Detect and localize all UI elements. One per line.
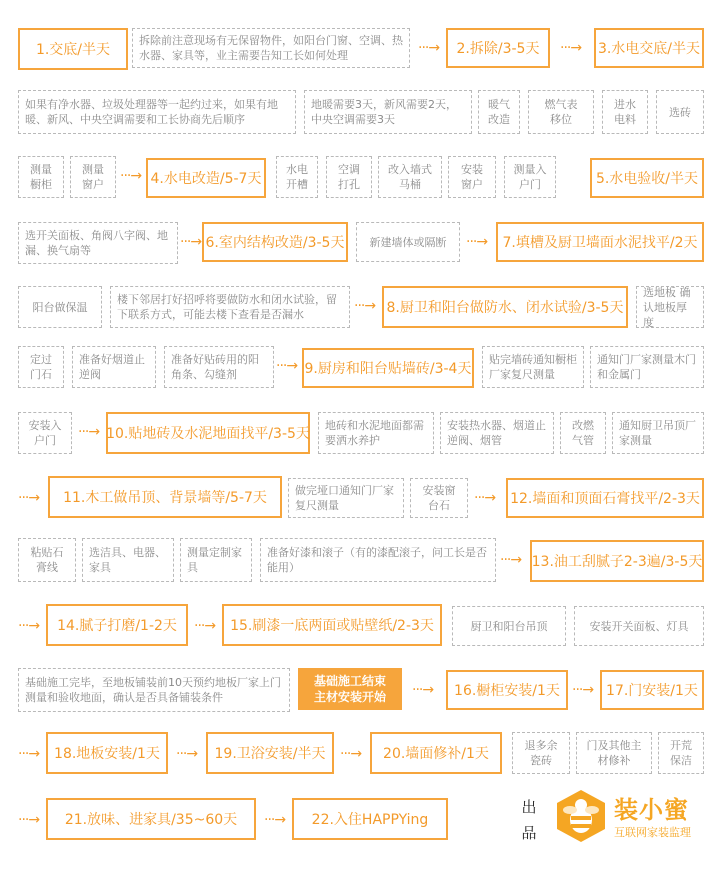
note-doorway-remeasure bbox=[288, 478, 404, 518]
produced-by-label: 出品 bbox=[521, 798, 537, 842]
note-new-walls bbox=[356, 222, 460, 262]
note-text: 通知厨卫吊顶厂家测量 bbox=[619, 419, 696, 447]
flow-arrow: ···→ bbox=[194, 618, 216, 634]
note-select-fixtures bbox=[18, 222, 178, 264]
flow-arrow: ···→ bbox=[466, 234, 488, 250]
note-durations bbox=[304, 90, 472, 134]
note-text: 暖气改造 bbox=[488, 98, 510, 126]
note-text: 如果有净水器、垃圾处理器等一起约过来，如果有地暖、新风、中央空调需要和工长协商先后顺序 bbox=[25, 98, 278, 126]
bee-logo-icon bbox=[554, 788, 608, 844]
note-text: 水电开槽 bbox=[286, 163, 308, 191]
note-balcony-insulation bbox=[18, 286, 102, 328]
note-text: 安装入户门 bbox=[28, 419, 62, 447]
note-text: 准备好烟道止逆阀 bbox=[79, 353, 145, 381]
flow-arrow: ···→ bbox=[78, 424, 100, 440]
step-15 bbox=[222, 604, 442, 646]
step-2-label: 2.拆除/3-5天 bbox=[456, 41, 540, 57]
step-5-label: 5.水电验收/半天 bbox=[595, 171, 699, 187]
step-11 bbox=[48, 476, 282, 518]
step-7 bbox=[496, 222, 704, 262]
note-text: 厨卫和阳台吊顶 bbox=[470, 619, 548, 633]
note-text: 开荒保洁 bbox=[670, 739, 692, 767]
note-slotting bbox=[276, 156, 318, 198]
note-kitchen-ceiling bbox=[452, 606, 566, 646]
brand-tagline: 互联网家装监理 bbox=[614, 826, 691, 839]
note-text: 空调打孔 bbox=[338, 163, 360, 191]
note-gas-meter bbox=[528, 90, 594, 134]
note-gypsum-line bbox=[18, 538, 76, 582]
note-text: 测量橱柜 bbox=[30, 163, 52, 191]
step-22 bbox=[292, 798, 448, 840]
step-10-label: 10.贴地砖及水泥地面找平/3-5天 bbox=[106, 426, 310, 442]
step-4 bbox=[146, 158, 266, 198]
step-14-label: 14.腻子打磨/1-2天 bbox=[57, 618, 177, 634]
step-19-label: 19.卫浴安装/半天 bbox=[214, 746, 326, 762]
flow-arrow: ···→ bbox=[412, 682, 434, 698]
note-text: 安装窗户 bbox=[461, 163, 483, 191]
note-text: 选洁具、电器、家具 bbox=[89, 546, 166, 574]
step-14 bbox=[46, 604, 188, 646]
flow-arrow: ···→ bbox=[120, 168, 142, 184]
flow-arrow: ···→ bbox=[418, 40, 440, 56]
note-wall-toilet bbox=[378, 156, 442, 198]
note-measure-door bbox=[504, 156, 556, 198]
step-18-label: 18.地板安装/1天 bbox=[54, 746, 160, 762]
step-9 bbox=[302, 348, 474, 388]
step-21 bbox=[46, 798, 256, 840]
note-text: 拆除前注意现场有无保留物件，如阳台门窗、空调、热水器、家具等，业主需要告知工长如何处理 bbox=[139, 34, 403, 62]
step-19 bbox=[206, 732, 334, 774]
note-text: 改入墙式马桶 bbox=[388, 163, 432, 191]
note-text: 楼下邻居打好招呼将要做防水和闭水试验，留下联系方式，可能去楼下查看是否漏水 bbox=[117, 293, 337, 321]
milestone-text: 基础施工结束主材安装开始 bbox=[313, 674, 386, 704]
step-9-label: 9.厨房和阳台贴墙砖/3-4天 bbox=[304, 361, 472, 377]
step-2 bbox=[446, 28, 550, 68]
note-paint-rollers bbox=[260, 538, 496, 582]
step-16 bbox=[446, 670, 568, 710]
note-floor-inspection bbox=[18, 668, 290, 712]
note-text: 选地板 确认地板厚度 bbox=[643, 285, 691, 329]
note-text: 燃气表移位 bbox=[544, 98, 578, 126]
note-demolition-items bbox=[132, 28, 410, 68]
note-select-sanitary bbox=[82, 538, 174, 582]
note-cabinet-remeasure bbox=[482, 346, 584, 388]
note-text: 贴完墙砖通知橱柜厂家复尺测量 bbox=[489, 353, 577, 381]
step-15-label: 15.刷漆一底两面或贴壁纸/2-3天 bbox=[230, 618, 434, 634]
step-1 bbox=[18, 28, 128, 70]
note-text: 测量定制家具 bbox=[187, 546, 242, 574]
flow-arrow: ···→ bbox=[474, 490, 496, 506]
step-5 bbox=[590, 158, 704, 198]
note-text: 做完垭口通知门厂家复尺测量 bbox=[295, 484, 394, 512]
note-tile-accessories bbox=[164, 346, 274, 388]
step-11-label: 11.木工做吊顶、背景墙等/5-7天 bbox=[63, 490, 267, 506]
flow-arrow: ···→ bbox=[276, 358, 298, 374]
flow-arrow: ···→ bbox=[500, 552, 522, 568]
note-curing bbox=[318, 412, 434, 454]
flow-arrow: ···→ bbox=[354, 298, 376, 314]
note-coordination bbox=[18, 90, 296, 134]
note-ceiling-vendor bbox=[612, 412, 704, 454]
step-20-label: 20.墙面修补/1天 bbox=[383, 746, 489, 762]
step-17 bbox=[600, 670, 704, 710]
step-1-label: 1.交底/半天 bbox=[35, 42, 111, 58]
note-ac-holes bbox=[326, 156, 372, 198]
note-text: 地暖需要3天，新风需要2天，中央空调需要3天 bbox=[311, 98, 457, 126]
note-window-sill bbox=[410, 478, 468, 518]
flow-arrow: ···→ bbox=[18, 618, 40, 634]
note-text: 退多余瓷砖 bbox=[524, 739, 558, 767]
step-16-label: 16.橱柜安装/1天 bbox=[454, 683, 560, 699]
flow-arrow: ···→ bbox=[340, 746, 362, 762]
note-text: 准备好贴砖用的阳角条、勾缝剂 bbox=[171, 353, 259, 381]
note-text: 选砖 bbox=[669, 105, 691, 119]
step-6-label: 6.室内结构改造/3-5天 bbox=[205, 235, 345, 251]
flow-arrow: ···→ bbox=[18, 746, 40, 762]
note-install-windows bbox=[448, 156, 496, 198]
step-20 bbox=[370, 732, 502, 774]
note-text: 基础施工完毕，至地板铺装前10天预约地板厂家上门测量和验收地面，确认是否具备铺装条件 bbox=[25, 676, 281, 704]
step-10 bbox=[106, 412, 310, 454]
note-cleaning bbox=[658, 732, 704, 774]
note-measure-windows bbox=[70, 156, 116, 198]
step-17-label: 17.门安装/1天 bbox=[606, 683, 698, 699]
note-flue-valve bbox=[72, 346, 156, 388]
step-18 bbox=[46, 732, 168, 774]
note-return-tiles bbox=[512, 732, 570, 774]
note-install-entry-door bbox=[18, 412, 72, 454]
note-text: 粘贴石膏线 bbox=[30, 546, 64, 574]
step-7-label: 7.填槽及厨卫墙面水泥找平/2天 bbox=[502, 235, 698, 251]
note-select-flooring bbox=[636, 286, 704, 328]
note-text: 测量窗户 bbox=[82, 163, 104, 191]
note-text: 选开关面板、角阀八字阀、地漏、换气扇等 bbox=[25, 229, 168, 257]
note-install-switches bbox=[574, 606, 704, 646]
note-gas-pipe bbox=[560, 412, 606, 454]
note-neighbors bbox=[110, 286, 350, 328]
flow-arrow: ···→ bbox=[18, 490, 40, 506]
note-text: 通知门厂家测量木门和金属门 bbox=[597, 353, 696, 381]
note-text: 门及其他主材修补 bbox=[586, 739, 642, 767]
flow-arrow: ···→ bbox=[18, 812, 40, 828]
note-text: 地砖和水泥地面都需要洒水养护 bbox=[325, 419, 424, 447]
note-text: 阳台做保温 bbox=[32, 300, 88, 314]
note-text: 新建墙体或隔断 bbox=[369, 235, 447, 249]
note-text: 安装开关面板、灯具 bbox=[589, 619, 689, 633]
step-22-label: 22.入住HAPPYing bbox=[311, 812, 429, 828]
step-8 bbox=[382, 286, 628, 328]
note-text: 安装热水器、烟道止逆阀、烟管 bbox=[447, 419, 546, 447]
brand-name: 装小蜜 bbox=[614, 796, 689, 824]
note-material-repair bbox=[576, 732, 652, 774]
note-text: 安装窗台石 bbox=[422, 484, 456, 512]
note-custom-furniture bbox=[180, 538, 252, 582]
step-3 bbox=[594, 28, 704, 68]
note-text: 测量入户门 bbox=[513, 163, 547, 191]
step-21-label: 21.放味、进家具/35~60天 bbox=[64, 812, 238, 828]
flow-arrow: ···→ bbox=[572, 682, 594, 698]
note-water-heater bbox=[440, 412, 554, 454]
step-8-label: 8.厨卫和阳台做防水、闭水试验/3-5天 bbox=[386, 300, 624, 316]
note-text: 进水电料 bbox=[614, 98, 636, 126]
step-12 bbox=[506, 478, 704, 518]
step-6 bbox=[202, 222, 348, 262]
note-measure-cabinets bbox=[18, 156, 64, 198]
flow-arrow: ···→ bbox=[264, 812, 286, 828]
step-13-label: 13.油工刮腻子2-3遍/3-5天 bbox=[531, 554, 703, 570]
flow-arrow: ···→ bbox=[180, 234, 202, 250]
note-heating bbox=[478, 90, 520, 134]
step-12-label: 12.墙面和顶面石膏找平/2-3天 bbox=[510, 491, 700, 507]
flow-arrow: ···→ bbox=[176, 746, 198, 762]
step-13 bbox=[530, 540, 704, 582]
note-text: 准备好漆和滚子（有的漆配滚子，问工长是否能用） bbox=[267, 546, 487, 574]
note-materials bbox=[602, 90, 648, 134]
step-3-label: 3.水电交底/半天 bbox=[597, 41, 701, 57]
milestone-badge bbox=[298, 668, 402, 710]
note-text: 改燃气管 bbox=[572, 419, 594, 447]
flow-arrow: ···→ bbox=[560, 40, 582, 56]
note-threshold-stone bbox=[18, 346, 64, 388]
note-door-vendor bbox=[590, 346, 704, 388]
note-text: 定过门石 bbox=[30, 353, 52, 381]
note-select-tiles bbox=[656, 90, 704, 134]
step-4-label: 4.水电改造/5-7天 bbox=[150, 171, 262, 187]
